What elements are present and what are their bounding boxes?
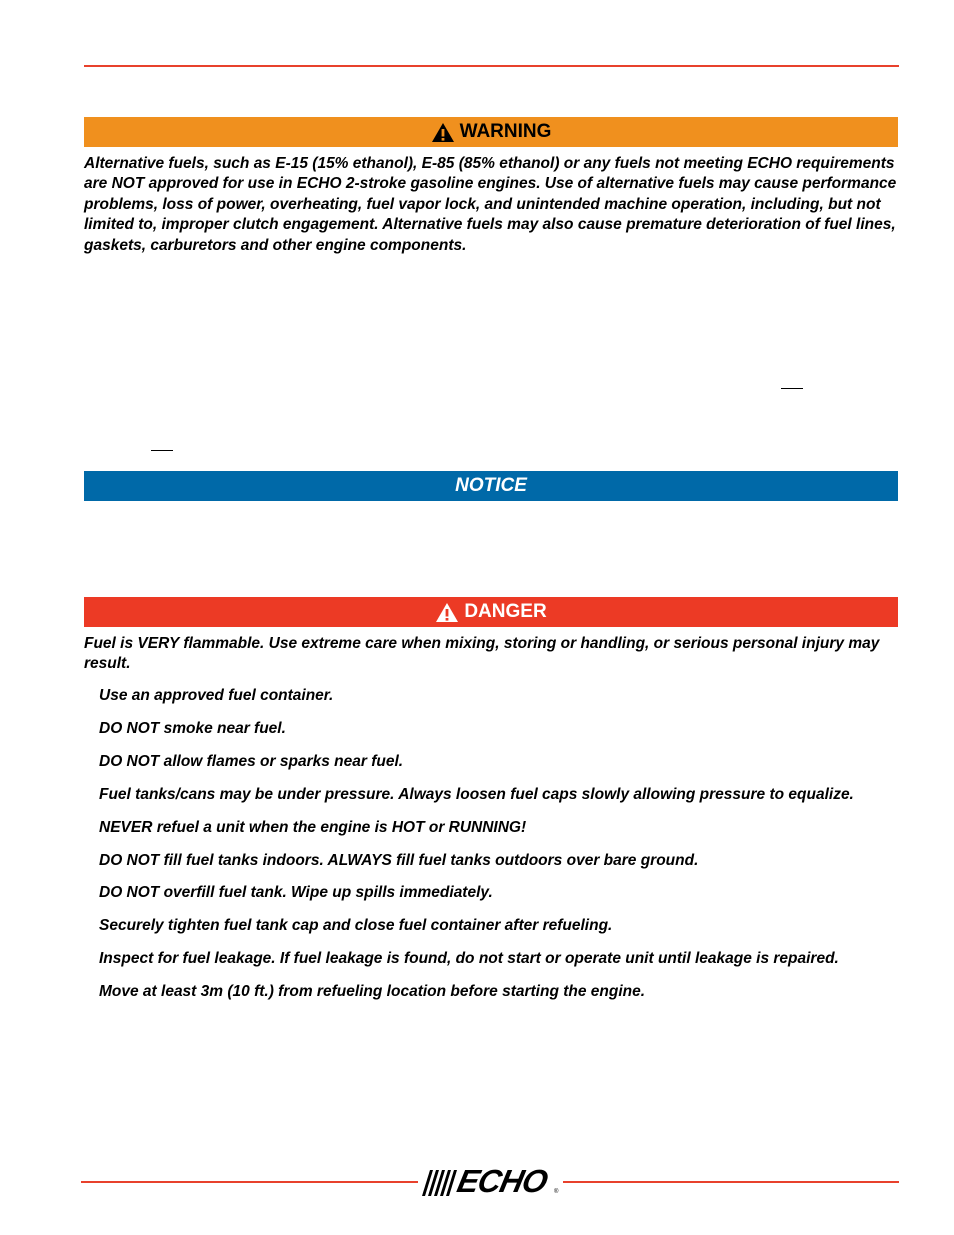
list-item: Inspect for fuel leakage. If fuel leakage is found, do not start or operate unit until leakage is repaired. (99, 950, 839, 968)
list-item: Fuel tanks/cans may be under pressure. Always loosen fuel caps slowly allowing pressure to equalize. (99, 785, 854, 803)
list-item: DO NOT fill fuel tanks indoors. ALWAYS fill fuel tanks outdoors over bare ground. (99, 851, 699, 869)
registered-mark: ® (554, 1189, 559, 1195)
warning-text: Alternative fuels, such as E-15 (15% ethanol), E-85 (85% ethanol) or any fuels not meeting ECHO requirements are NOT approved for use in ECHO 2-stroke gasoline engines. Use of alternative fuels may cause performance problems, loss of power, overheating, fuel vapor lock, and unintended machine operation, including, but not limited to, improper clutch engagement. Alternative fuels may also cause premature deterioration of fuel lines, gaskets, carburetors and other engine components. (84, 155, 897, 254)
list-item: Securely tighten fuel tank cap and close fuel container after refueling. (99, 917, 613, 935)
list-item: DO NOT allow flames or sparks near fuel. (99, 752, 404, 770)
warning-triangle-icon (435, 602, 459, 623)
echo-logo: ECHO (454, 1163, 551, 1199)
notice-label: NOTICE (455, 475, 527, 496)
underline-mark (781, 388, 803, 389)
header-rule (84, 65, 899, 67)
footer-rule-right (563, 1181, 899, 1183)
list-item: DO NOT smoke near fuel. (99, 719, 286, 737)
list-item: Move at least 3m (10 ft.) from refueling location before starting the engine. (99, 983, 646, 1001)
danger-list (99, 686, 899, 1015)
danger-banner (84, 597, 898, 627)
list-item: NEVER refuel a unit when the engine is HOT or RUNNING! (99, 818, 527, 836)
footer-rule-left (81, 1181, 418, 1183)
warning-triangle-icon (431, 122, 455, 143)
danger-intro: Fuel is VERY flammable. Use extreme care when mixing, storing or handling, or serious personal injury may result. (84, 635, 880, 673)
warning-banner (84, 117, 898, 147)
list-item: DO NOT overfill fuel tank. Wipe up spills immediately. (99, 884, 493, 902)
warning-label: WARNING (459, 121, 552, 142)
list-item: Use an approved fuel container. (99, 687, 334, 704)
notice-banner (84, 471, 898, 501)
underline-mark (151, 450, 173, 451)
danger-label: DANGER (464, 601, 547, 622)
